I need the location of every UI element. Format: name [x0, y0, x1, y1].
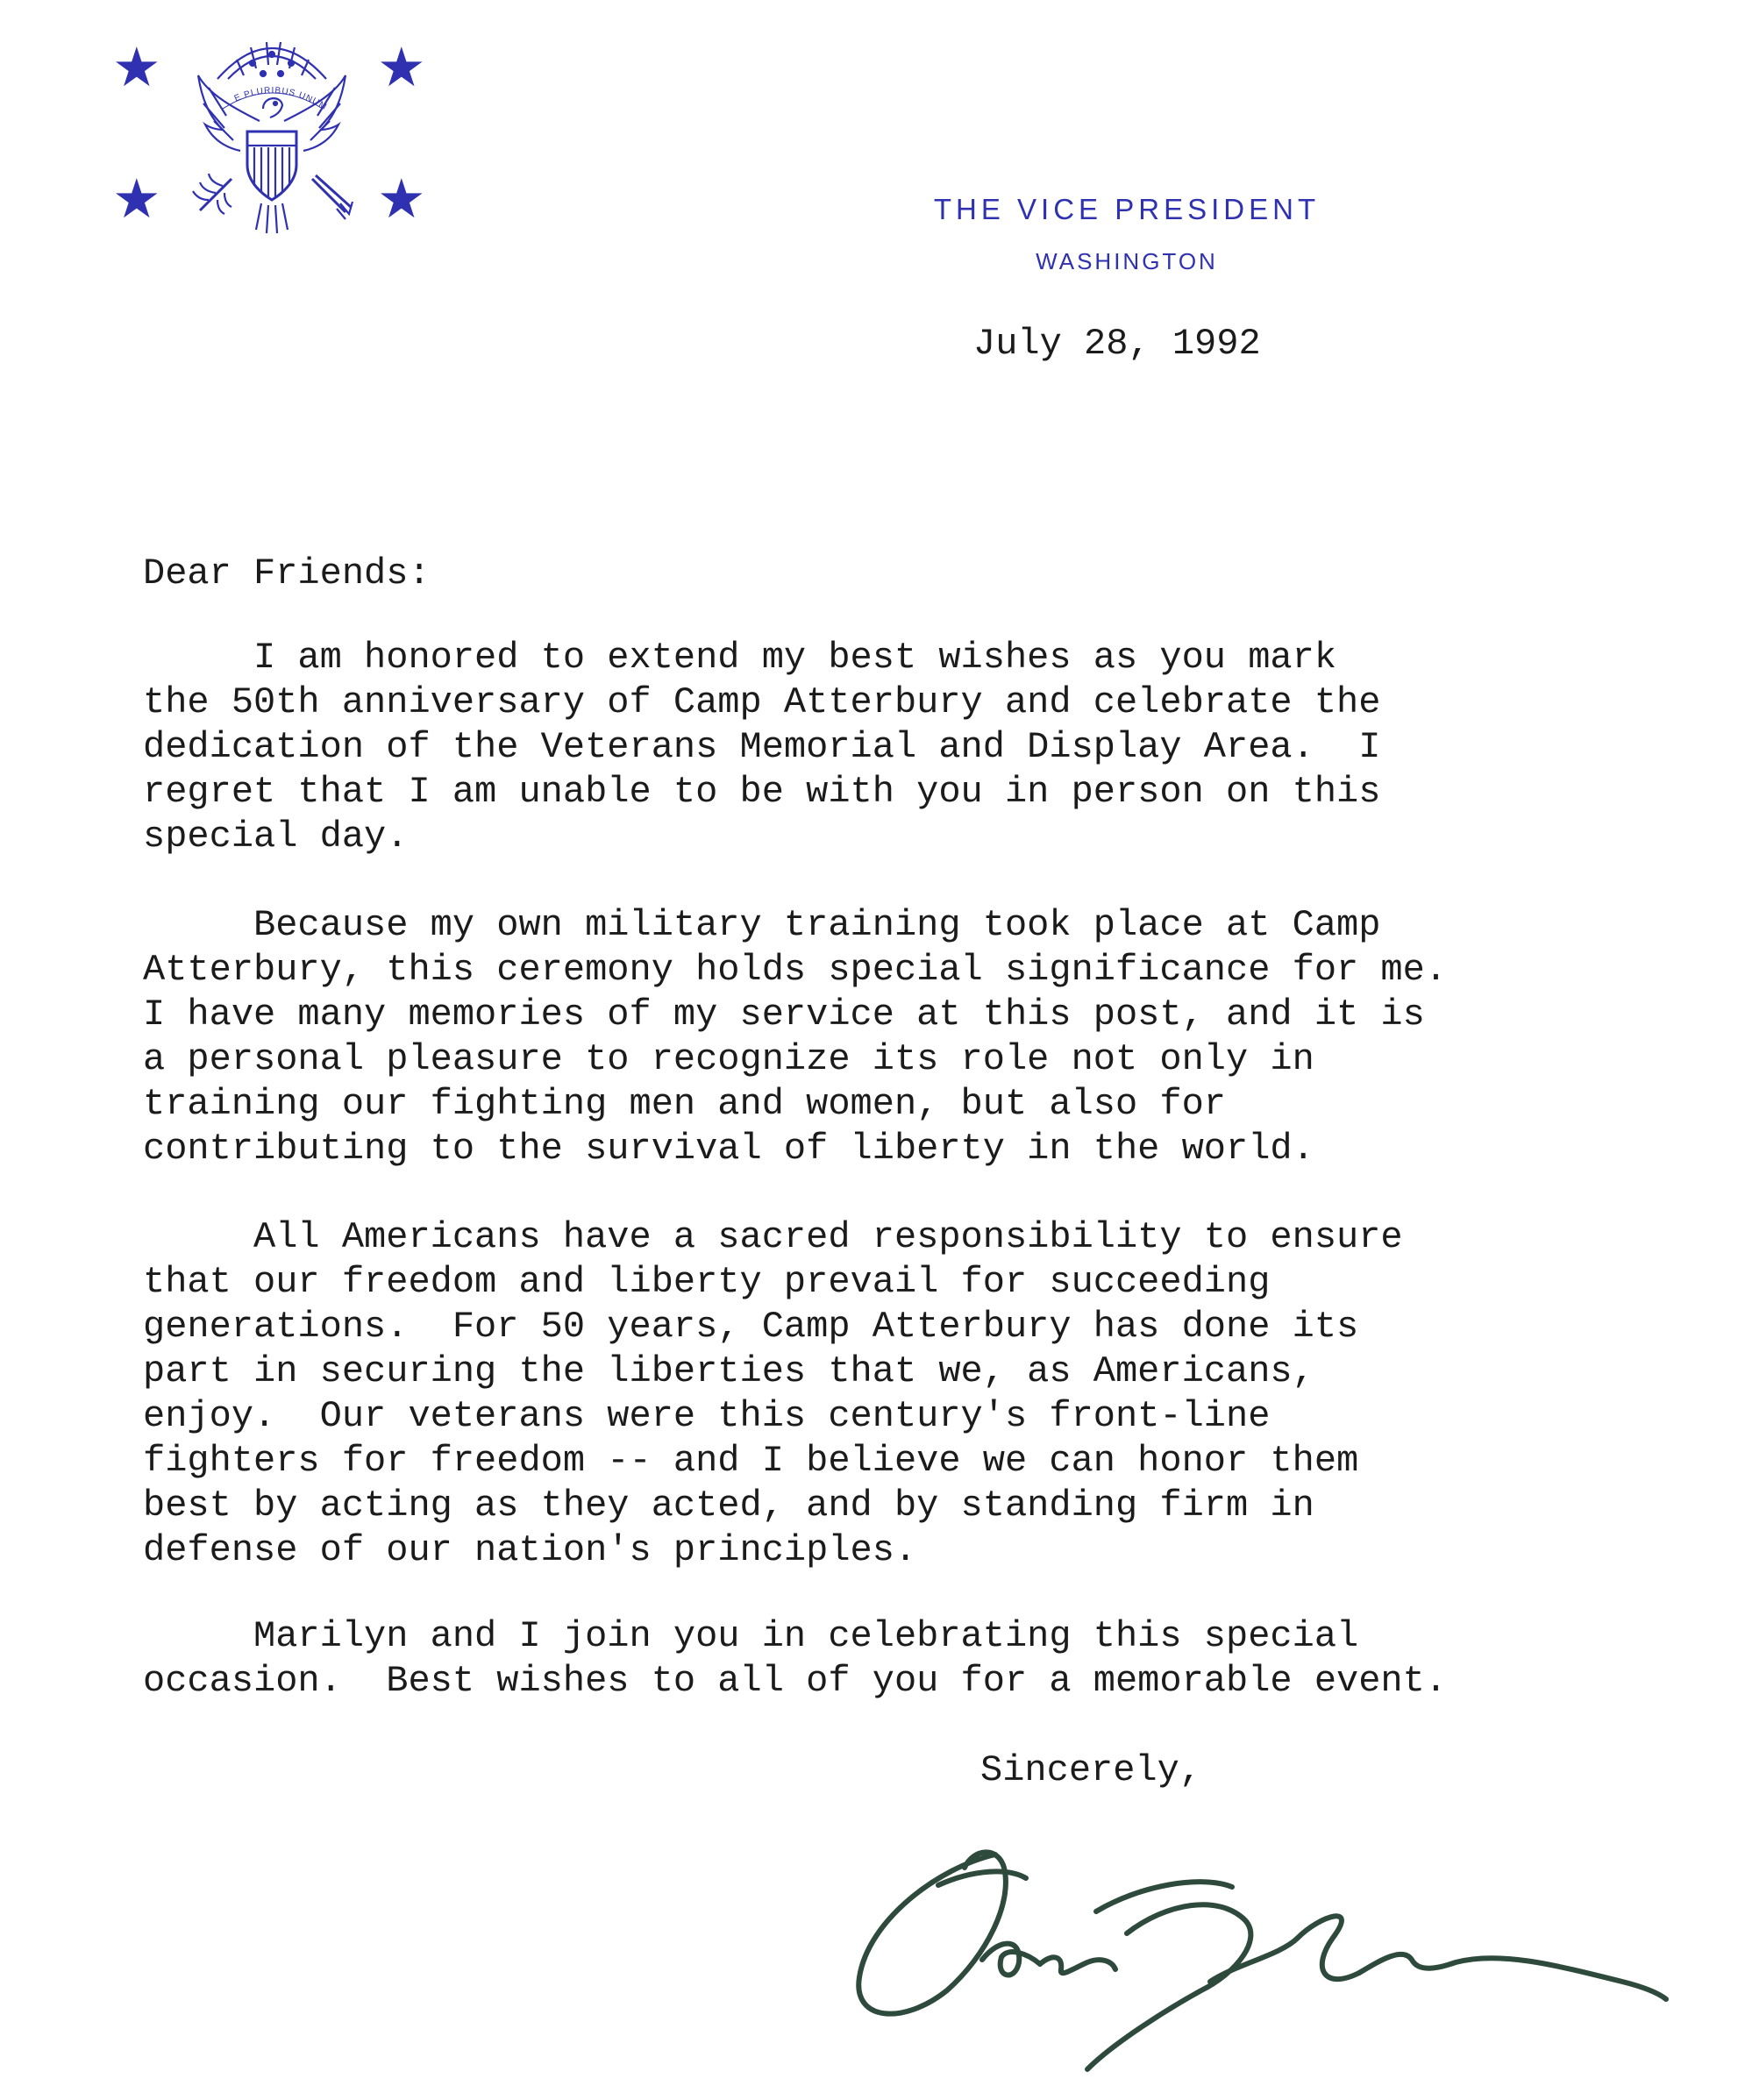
letter-date: July 28, 1992 [973, 323, 1261, 365]
star-icon-top-left: ★ [112, 35, 161, 99]
handwritten-signature [833, 1806, 1675, 2087]
star-icon-top-right: ★ [377, 35, 426, 99]
closing: Sincerely, [980, 1749, 1202, 1791]
body-paragraph-3: All Americans have a sacred responsibility to ensure that our freedom and liberty prevail for succeeding generations. For 50 years, Camp Atterbury has done its part in securing the liberties that we, as Americans, enjoy. Our veterans were this century's front-line fighters for freedom -- and I believe we can honor them best by acting as they acted, and by standing firm in defense of our nation's principles. [143, 1216, 1403, 1571]
star-icon-bottom-left: ★ [112, 167, 161, 231]
body-paragraph-2: Because my own military training took place at Camp Atterbury, this ceremony holds special significance for me. I have many memories of my service at this post, and it is a personal pleasure to recognize its role not only in training our fighting men and women, but also for contributing to the survival of liberty in the world. [143, 904, 1448, 1170]
star-icon-bottom-right: ★ [377, 167, 426, 231]
office-title: THE VICE PRESIDENT [933, 193, 1321, 225]
vice-presidential-seal-icon [182, 25, 361, 237]
body-paragraph-4: Marilyn and I join you in celebrating this special occasion. Best wishes to all of you for a memorable event. [143, 1615, 1448, 1702]
office-location: WASHINGTON [1036, 248, 1218, 274]
seal-motto: E PLURIBUS UNUM [232, 85, 329, 113]
salutation: Dear Friends: [143, 552, 431, 594]
body-paragraph-1: I am honored to extend my best wishes as you mark the 50th anniversary of Camp Atterbury and celebrate the dedication of the Veterans Memorial and Display Area. I regret that I am unable to be with you in person on this special day. [143, 637, 1381, 858]
